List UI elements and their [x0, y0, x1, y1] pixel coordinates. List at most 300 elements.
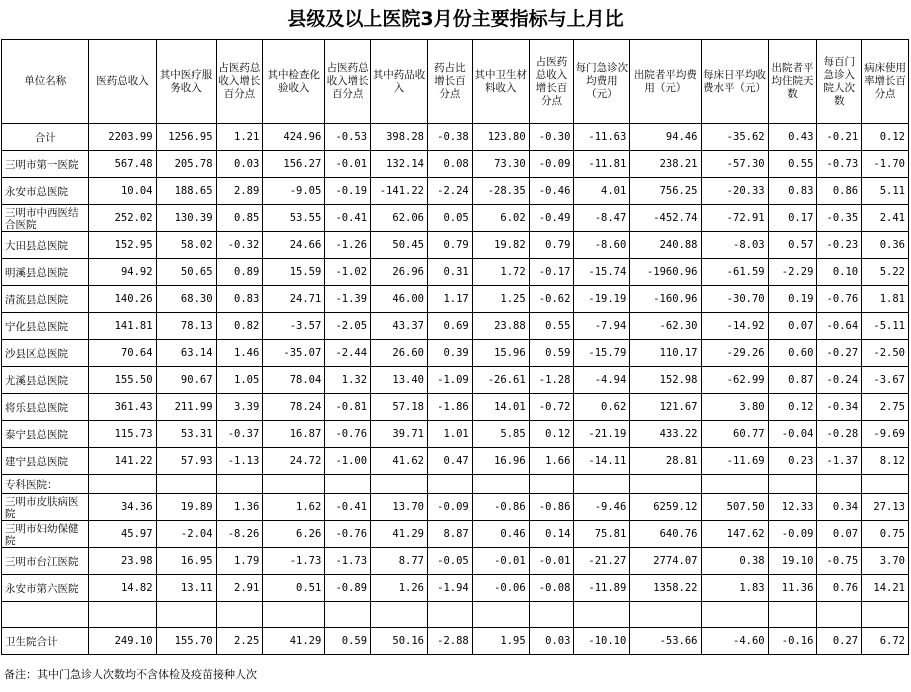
empty-cell: [768, 602, 817, 628]
empty-cell: [156, 475, 216, 494]
data-cell: 567.48: [89, 151, 156, 178]
data-cell: 2.25: [216, 628, 263, 655]
empty-cell: [428, 602, 473, 628]
data-cell: -14.11: [574, 448, 630, 475]
data-cell: -0.73: [817, 151, 862, 178]
data-cell: -0.16: [768, 628, 817, 655]
data-cell: -2.04: [156, 521, 216, 548]
data-cell: 1.81: [862, 286, 909, 313]
row-label: 建宁县总医院: [2, 448, 89, 475]
data-cell: 132.14: [371, 151, 428, 178]
data-cell: -53.66: [630, 628, 701, 655]
data-cell: -0.34: [817, 394, 862, 421]
data-cell: 24.72: [263, 448, 325, 475]
data-cell: 41.62: [371, 448, 428, 475]
section-row: [2, 475, 909, 494]
data-cell: -1960.96: [630, 259, 701, 286]
data-cell: -20.33: [701, 178, 768, 205]
data-cell: 0.03: [529, 628, 574, 655]
data-cell: 15.96: [472, 340, 529, 367]
data-cell: 1.66: [529, 448, 574, 475]
empty-cell: [428, 475, 473, 494]
column-header: 其中检查化验收入: [263, 40, 325, 124]
data-cell: 0.27: [817, 628, 862, 655]
data-cell: 41.29: [263, 628, 325, 655]
data-cell: 60.77: [701, 421, 768, 448]
data-cell: 50.65: [156, 259, 216, 286]
data-cell: -0.72: [529, 394, 574, 421]
data-cell: 0.82: [216, 313, 263, 340]
data-cell: -57.30: [701, 151, 768, 178]
table-row: [2, 548, 909, 575]
data-cell: -0.09: [529, 151, 574, 178]
data-cell: 2.75: [862, 394, 909, 421]
empty-cell: [574, 475, 630, 494]
row-label: 永安市第六医院: [2, 575, 89, 602]
data-cell: 58.02: [156, 232, 216, 259]
data-cell: 152.95: [89, 232, 156, 259]
data-cell: 0.03: [216, 151, 263, 178]
empty-cell: [325, 475, 371, 494]
data-cell: -0.41: [325, 494, 371, 521]
table-row: [2, 259, 909, 286]
data-cell: -62.30: [630, 313, 701, 340]
data-cell: 8.87: [428, 521, 473, 548]
data-cell: 27.13: [862, 494, 909, 521]
data-cell: 53.31: [156, 421, 216, 448]
empty-cell: [371, 602, 428, 628]
data-cell: 0.05: [428, 205, 473, 232]
data-cell: -0.35: [817, 205, 862, 232]
data-cell: -0.09: [428, 494, 473, 521]
data-cell: 1.62: [263, 494, 325, 521]
data-cell: 1.72: [472, 259, 529, 286]
data-cell: 0.12: [862, 124, 909, 151]
data-cell: 50.16: [371, 628, 428, 655]
column-header: 占医药总收入增长百分点: [325, 40, 371, 124]
data-cell: -21.27: [574, 548, 630, 575]
empty-cell: [263, 475, 325, 494]
column-header: 出院者平均费用（元）: [630, 40, 701, 124]
data-cell: -0.89: [325, 575, 371, 602]
data-cell: 10.04: [89, 178, 156, 205]
row-label: 宁化县总医院: [2, 313, 89, 340]
data-cell: 0.34: [817, 494, 862, 521]
data-cell: -10.10: [574, 628, 630, 655]
data-cell: -0.32: [216, 232, 263, 259]
data-cell: 15.59: [263, 259, 325, 286]
data-cell: 11.36: [768, 575, 817, 602]
table-row: [2, 178, 909, 205]
data-cell: 68.30: [156, 286, 216, 313]
row-label: 大田县总医院: [2, 232, 89, 259]
data-cell: -0.04: [768, 421, 817, 448]
empty-cell: [472, 602, 529, 628]
table-row: [2, 521, 909, 548]
data-cell: 0.10: [817, 259, 862, 286]
column-header: 占医药总收入增长百分点: [529, 40, 574, 124]
data-cell: 2.91: [216, 575, 263, 602]
data-cell: -9.05: [263, 178, 325, 205]
data-cell: 57.18: [371, 394, 428, 421]
data-cell: 507.50: [701, 494, 768, 521]
data-cell: 13.11: [156, 575, 216, 602]
data-cell: 0.69: [428, 313, 473, 340]
column-header: 单位名称: [2, 40, 89, 124]
data-cell: 0.36: [862, 232, 909, 259]
data-cell: -0.17: [529, 259, 574, 286]
empty-cell: [630, 602, 701, 628]
data-cell: 1.21: [216, 124, 263, 151]
data-cell: -72.91: [701, 205, 768, 232]
data-cell: 19.89: [156, 494, 216, 521]
spacer-row: [2, 602, 909, 628]
data-cell: 0.38: [701, 548, 768, 575]
data-cell: 1358.22: [630, 575, 701, 602]
data-cell: -0.53: [325, 124, 371, 151]
data-cell: -2.88: [428, 628, 473, 655]
empty-cell: [89, 475, 156, 494]
data-cell: 6259.12: [630, 494, 701, 521]
data-cell: -0.76: [325, 421, 371, 448]
data-cell: 249.10: [89, 628, 156, 655]
data-cell: -14.92: [701, 313, 768, 340]
data-cell: -9.46: [574, 494, 630, 521]
row-label: 合计: [2, 124, 89, 151]
data-cell: 0.57: [768, 232, 817, 259]
data-cell: 0.59: [529, 340, 574, 367]
data-cell: -1.94: [428, 575, 473, 602]
row-label: 三明市中西医结合医院: [2, 205, 89, 232]
data-cell: 0.39: [428, 340, 473, 367]
column-header: 每门急诊次均费用（元）: [574, 40, 630, 124]
data-cell: -26.61: [472, 367, 529, 394]
table-row: [2, 124, 909, 151]
empty-cell: [371, 475, 428, 494]
data-cell: 94.46: [630, 124, 701, 151]
data-cell: 39.71: [371, 421, 428, 448]
data-cell: -0.38: [428, 124, 473, 151]
empty-cell: [630, 475, 701, 494]
data-cell: 3.70: [862, 548, 909, 575]
data-cell: -2.50: [862, 340, 909, 367]
row-label: 泰宁县总医院: [2, 421, 89, 448]
data-cell: -1.13: [216, 448, 263, 475]
data-cell: -1.09: [428, 367, 473, 394]
data-cell: -4.94: [574, 367, 630, 394]
data-cell: 0.31: [428, 259, 473, 286]
data-cell: 0.55: [529, 313, 574, 340]
data-cell: 24.66: [263, 232, 325, 259]
data-cell: 41.29: [371, 521, 428, 548]
data-cell: 141.81: [89, 313, 156, 340]
column-header: 出院者平均住院天数: [768, 40, 817, 124]
data-cell: 90.67: [156, 367, 216, 394]
section-label: 专科医院：: [2, 475, 89, 494]
data-cell: 1.79: [216, 548, 263, 575]
table-row: [2, 340, 909, 367]
table-row: [2, 151, 909, 178]
data-cell: 147.62: [701, 521, 768, 548]
data-cell: 6.26: [263, 521, 325, 548]
data-cell: 23.98: [89, 548, 156, 575]
row-label: 永安市总医院: [2, 178, 89, 205]
data-cell: 6.02: [472, 205, 529, 232]
row-label: 三明市台江医院: [2, 548, 89, 575]
table-row: [2, 232, 909, 259]
data-cell: -15.79: [574, 340, 630, 367]
data-cell: 3.80: [701, 394, 768, 421]
data-cell: 5.11: [862, 178, 909, 205]
data-cell: 14.01: [472, 394, 529, 421]
data-cell: 1.36: [216, 494, 263, 521]
row-label: 三明市第一医院: [2, 151, 89, 178]
data-cell: 156.27: [263, 151, 325, 178]
data-cell: 2203.99: [89, 124, 156, 151]
data-cell: 8.77: [371, 548, 428, 575]
data-cell: -0.75: [817, 548, 862, 575]
data-cell: 0.76: [817, 575, 862, 602]
data-cell: 8.12: [862, 448, 909, 475]
data-cell: 16.96: [472, 448, 529, 475]
row-label: 三明市妇幼保健院: [2, 521, 89, 548]
data-cell: 0.79: [529, 232, 574, 259]
data-cell: 1.17: [428, 286, 473, 313]
data-cell: 57.93: [156, 448, 216, 475]
data-cell: 0.75: [862, 521, 909, 548]
data-cell: 1.01: [428, 421, 473, 448]
data-cell: 0.86: [817, 178, 862, 205]
data-cell: 78.13: [156, 313, 216, 340]
data-cell: 640.76: [630, 521, 701, 548]
empty-cell: [817, 602, 862, 628]
data-cell: -35.62: [701, 124, 768, 151]
data-cell: -0.76: [817, 286, 862, 313]
data-cell: 0.60: [768, 340, 817, 367]
data-cell: 110.17: [630, 340, 701, 367]
data-cell: 45.97: [89, 521, 156, 548]
data-cell: 13.40: [371, 367, 428, 394]
data-cell: 5.85: [472, 421, 529, 448]
data-cell: 14.21: [862, 575, 909, 602]
data-cell: -9.69: [862, 421, 909, 448]
data-cell: -1.26: [325, 232, 371, 259]
table-row: [2, 421, 909, 448]
data-cell: -1.86: [428, 394, 473, 421]
row-label: 清流县总医院: [2, 286, 89, 313]
data-cell: -1.37: [817, 448, 862, 475]
data-cell: 26.96: [371, 259, 428, 286]
data-cell: -8.60: [574, 232, 630, 259]
data-cell: -1.73: [325, 548, 371, 575]
data-cell: 16.95: [156, 548, 216, 575]
data-cell: -2.05: [325, 313, 371, 340]
empty-cell: [216, 602, 263, 628]
data-cell: 140.26: [89, 286, 156, 313]
data-cell: -0.30: [529, 124, 574, 151]
data-cell: -0.01: [529, 548, 574, 575]
data-cell: 361.43: [89, 394, 156, 421]
data-cell: 1.95: [472, 628, 529, 655]
data-cell: 1.05: [216, 367, 263, 394]
data-cell: -1.02: [325, 259, 371, 286]
data-cell: -4.60: [701, 628, 768, 655]
column-header: 每床日平均收费水平（元）: [701, 40, 768, 124]
data-cell: -0.19: [325, 178, 371, 205]
data-cell: -0.81: [325, 394, 371, 421]
column-header: 药占比增长百分点: [428, 40, 473, 124]
table-row: [2, 575, 909, 602]
data-cell: 238.21: [630, 151, 701, 178]
data-cell: -28.35: [472, 178, 529, 205]
data-cell: -61.59: [701, 259, 768, 286]
data-cell: 0.83: [216, 286, 263, 313]
data-cell: -8.26: [216, 521, 263, 548]
data-cell: -5.11: [862, 313, 909, 340]
data-cell: 155.70: [156, 628, 216, 655]
data-cell: -0.06: [472, 575, 529, 602]
column-header: 其中医疗服务收入: [156, 40, 216, 124]
data-cell: 78.24: [263, 394, 325, 421]
data-cell: -452.74: [630, 205, 701, 232]
table-row: [2, 448, 909, 475]
data-cell: 0.07: [817, 521, 862, 548]
data-cell: -19.19: [574, 286, 630, 313]
data-cell: -1.73: [263, 548, 325, 575]
data-cell: 0.19: [768, 286, 817, 313]
column-header: 占医药总收入增长百分点: [216, 40, 263, 124]
data-cell: 94.92: [89, 259, 156, 286]
data-cell: 78.04: [263, 367, 325, 394]
data-cell: -0.01: [325, 151, 371, 178]
column-header: 其中药品收入: [371, 40, 428, 124]
data-cell: -0.76: [325, 521, 371, 548]
empty-cell: [574, 602, 630, 628]
table-row: [2, 367, 909, 394]
data-cell: 0.08: [428, 151, 473, 178]
empty-cell: [862, 475, 909, 494]
data-cell: -0.05: [428, 548, 473, 575]
data-cell: 0.55: [768, 151, 817, 178]
data-cell: 50.45: [371, 232, 428, 259]
data-cell: 121.67: [630, 394, 701, 421]
data-cell: 0.46: [472, 521, 529, 548]
data-cell: -160.96: [630, 286, 701, 313]
data-cell: 252.02: [89, 205, 156, 232]
data-cell: -11.63: [574, 124, 630, 151]
data-cell: 28.81: [630, 448, 701, 475]
data-cell: 0.87: [768, 367, 817, 394]
data-cell: -1.00: [325, 448, 371, 475]
row-label: 明溪县总医院: [2, 259, 89, 286]
data-cell: 0.43: [768, 124, 817, 151]
data-cell: 2.89: [216, 178, 263, 205]
data-cell: 6.72: [862, 628, 909, 655]
data-cell: 1.26: [371, 575, 428, 602]
data-cell: -2.29: [768, 259, 817, 286]
data-cell: 19.82: [472, 232, 529, 259]
data-cell: -21.19: [574, 421, 630, 448]
data-cell: 73.30: [472, 151, 529, 178]
data-cell: 4.01: [574, 178, 630, 205]
data-cell: -0.24: [817, 367, 862, 394]
data-cell: 130.39: [156, 205, 216, 232]
data-cell: 1.46: [216, 340, 263, 367]
data-cell: -2.44: [325, 340, 371, 367]
data-cell: -11.81: [574, 151, 630, 178]
data-cell: 13.70: [371, 494, 428, 521]
empty-cell: [768, 475, 817, 494]
data-cell: 433.22: [630, 421, 701, 448]
data-cell: -15.74: [574, 259, 630, 286]
data-cell: 0.83: [768, 178, 817, 205]
data-cell: 23.88: [472, 313, 529, 340]
data-cell: -0.01: [472, 548, 529, 575]
data-cell: -1.39: [325, 286, 371, 313]
empty-cell: [325, 602, 371, 628]
table-row: [2, 205, 909, 232]
column-header: 每百门急诊入院人次数: [817, 40, 862, 124]
data-cell: -11.89: [574, 575, 630, 602]
data-cell: -30.70: [701, 286, 768, 313]
data-cell: -29.26: [701, 340, 768, 367]
data-cell: 0.07: [768, 313, 817, 340]
data-cell: -0.08: [529, 575, 574, 602]
data-cell: 0.89: [216, 259, 263, 286]
data-cell: -0.21: [817, 124, 862, 151]
table-row: [2, 628, 909, 655]
empty-cell: [2, 602, 89, 628]
data-cell: 3.39: [216, 394, 263, 421]
table-row: [2, 286, 909, 313]
row-label: 将乐县总医院: [2, 394, 89, 421]
data-cell: -1.28: [529, 367, 574, 394]
column-header: 病床使用率增长百分点: [862, 40, 909, 124]
data-cell: 5.22: [862, 259, 909, 286]
data-cell: 14.82: [89, 575, 156, 602]
data-cell: 0.12: [768, 394, 817, 421]
data-cell: 152.98: [630, 367, 701, 394]
data-cell: 2.41: [862, 205, 909, 232]
data-cell: 115.73: [89, 421, 156, 448]
indicator-table: [1, 39, 909, 655]
data-cell: 0.12: [529, 421, 574, 448]
data-cell: 1.32: [325, 367, 371, 394]
data-cell: -0.46: [529, 178, 574, 205]
empty-cell: [862, 602, 909, 628]
row-label: 三明市皮肤病医院: [2, 494, 89, 521]
empty-cell: [216, 475, 263, 494]
empty-cell: [529, 475, 574, 494]
data-cell: -0.49: [529, 205, 574, 232]
data-cell: -8.47: [574, 205, 630, 232]
data-cell: -3.57: [263, 313, 325, 340]
empty-cell: [156, 602, 216, 628]
data-cell: -0.41: [325, 205, 371, 232]
data-cell: 424.96: [263, 124, 325, 151]
data-cell: -0.64: [817, 313, 862, 340]
data-cell: 0.47: [428, 448, 473, 475]
data-cell: 26.60: [371, 340, 428, 367]
data-cell: 43.37: [371, 313, 428, 340]
data-cell: -62.99: [701, 367, 768, 394]
row-label: 卫生院合计: [2, 628, 89, 655]
data-cell: 16.87: [263, 421, 325, 448]
data-cell: 155.50: [89, 367, 156, 394]
empty-cell: [89, 602, 156, 628]
data-cell: -0.28: [817, 421, 862, 448]
empty-cell: [529, 602, 574, 628]
